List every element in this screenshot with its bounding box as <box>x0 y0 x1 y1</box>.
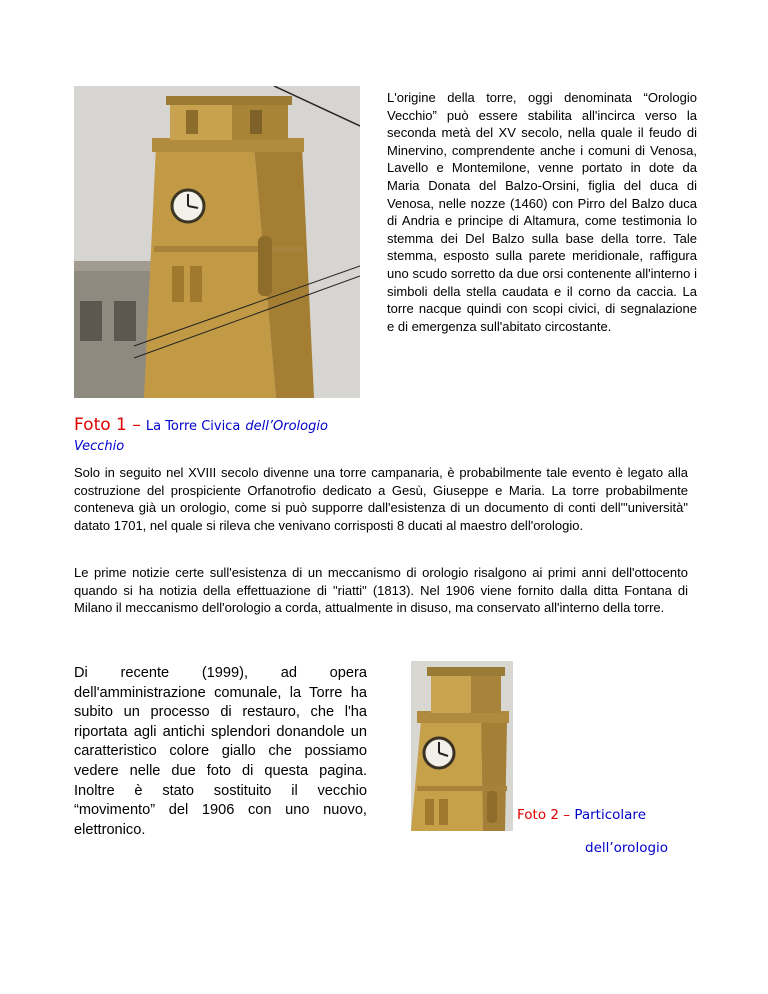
photo1-caption-italic: dell’Orologio <box>245 419 328 434</box>
tower-illustration <box>74 86 360 398</box>
photo1-caption-text: La Torre Civica <box>145 419 241 434</box>
photo1-caption-label: Foto 1 – <box>74 415 141 435</box>
photo2-caption <box>517 807 646 823</box>
intro-paragraph: L'origine della torre, oggi denominata “Orologio Vecchio” può essere stabilita all'incirca verso la seconda metà del XV secolo, nella quale il feudo di Minervino, comprendente anche i comuni di Venosa, Lavello e Montemilone, venne portato in dote da Maria Donata del Balzo-Orsini, figlia del duca di Venosa, nelle nozze (1460) con Pirro del Balzo duca di Andria e principe di Altamura, come testimonia lo stemma dei Del Balzo sulla base della torre. Tale stemma, esposto sulla parete meridionale, raffigura uno scudo sorretto da due orsi contenente all'interno i simboli della stella caudata e il corno da caccia. La torre nacque quindi con scopi civici, di segnalazione e di emergenza sull'abitato circostante. <box>387 90 697 334</box>
photo1-caption <box>74 415 374 457</box>
photo2-caption-label: Foto 2 – <box>517 807 571 823</box>
clock-detail-photo <box>411 661 513 831</box>
history-paragraph-1: Solo in seguito nel XVIII secolo divenne una torre campanaria, è probabilmente tale evento è legato alla costruzione del prospiciente Orfanotrofio dedicato a Gesù, Giuseppe e Maria. La torre probabilmente conteneva già un orologio, come si può supporre dall'esistenza di un documento di conti dell'"università" datato 1701, nel quale si rileva che venivano corrisposti 8 ducati al maestro dell'orologio. <box>74 465 688 533</box>
photo2-caption-line2: dell’orologio <box>585 840 669 856</box>
restoration-paragraph: Di recente (1999), ad opera dell'amministrazione comunale, la Torre ha subito un processo di restauro, che l'ha riportata agli antichi splendori donandole un caratteristico colore giallo che possiamo vedere nelle due foto di questa pagina. Inoltre è stato sostituito il vecchio “movimento” del 1906 con uno nuovo, elettronico. <box>74 665 367 838</box>
tower-photo <box>74 86 360 398</box>
clock-detail-illustration <box>411 661 513 831</box>
history-paragraph-2: Le prime notizie certe sull'esistenza di un meccanismo di orologio risalgono ai primi anni dell'ottocento quando si ha notizia della effettuazione di "riatti" (1813). Nel 1906 viene fornito dalla ditta Fontana di Milano il meccanismo dell'orologio a corda, attualmente in disuso, ma conservato all'interno della torre. <box>74 565 688 616</box>
photo1-caption-line2: Vecchio <box>74 439 125 454</box>
photo2-caption-text: Particolare <box>574 807 646 823</box>
